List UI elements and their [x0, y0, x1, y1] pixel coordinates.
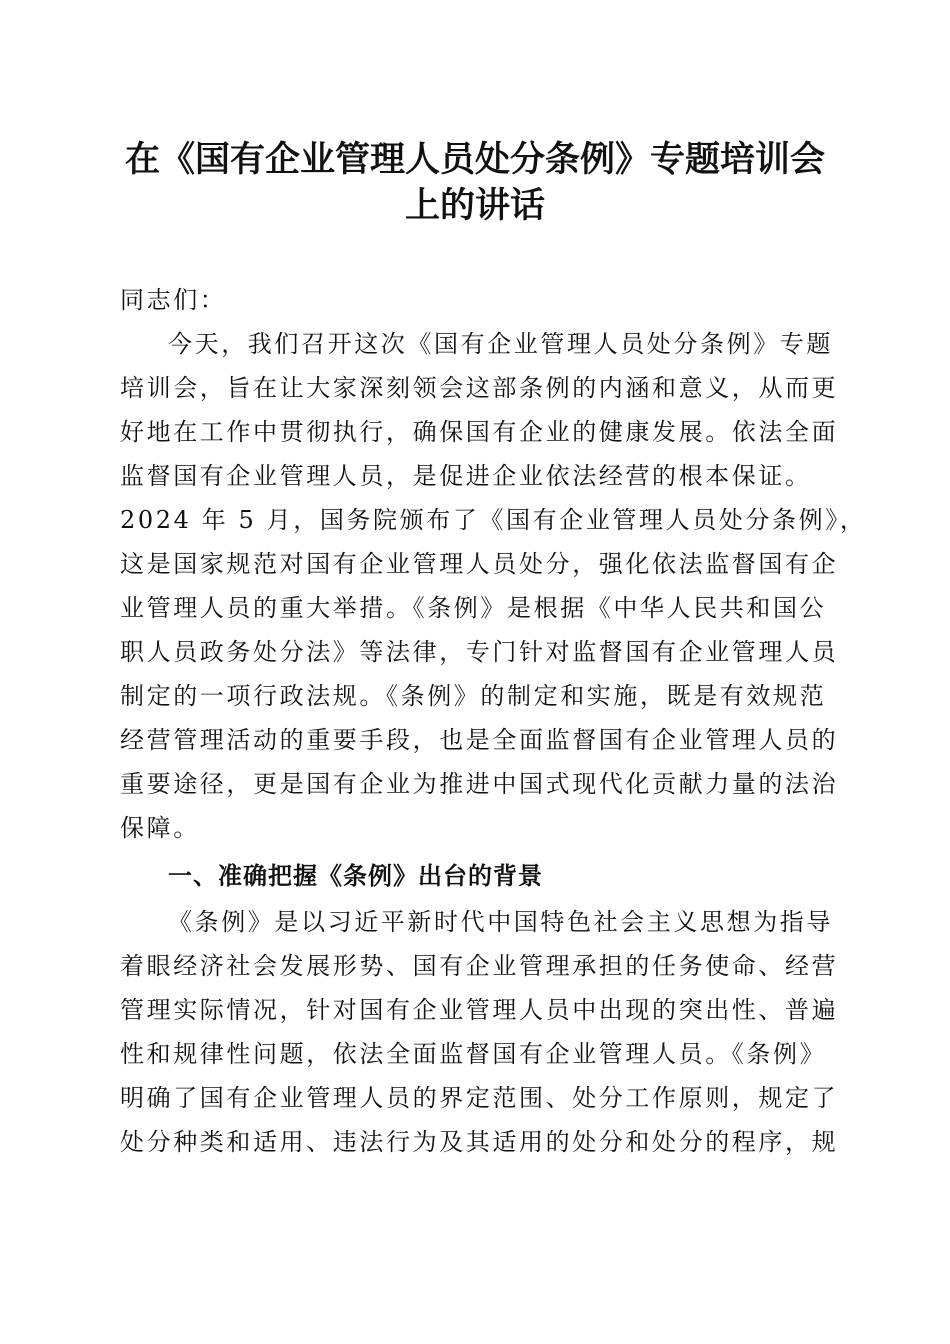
- paragraph-2-line-6: 处分种类和适用、违法行为及其适用的处分和处分的程序，规: [120, 1128, 839, 1156]
- section-1-heading: 一、准确把握《条例》出台的背景: [168, 862, 543, 890]
- paragraph-1-line-12: 保障。: [120, 814, 200, 842]
- salutation: 同志们：: [120, 286, 227, 314]
- paragraph-1-line-4: 监督国有企业管理人员，是促进企业依法经营的根本保证。: [120, 462, 812, 490]
- document-title-line-2: 上的讲话: [404, 185, 545, 226]
- paragraph-1-line-3: 好地在工作中贯彻执行，确保国有企业的健康发展。依法全面: [120, 418, 839, 446]
- paragraph-1-line-7: 业管理人员的重大举措。《条例》是根据《中华人民共和国公: [120, 594, 827, 622]
- paragraph-1-line-5: 2024 年 5 月，国务院颁布了《国有企业管理人员处分条例》，: [120, 506, 867, 534]
- paragraph-2-line-3: 管理实际情况，针对国有企业管理人员中出现的突出性、普遍: [120, 996, 839, 1024]
- paragraph-1-line-10: 经营管理活动的重要手段，也是全面监督国有企业管理人员的: [120, 726, 839, 754]
- paragraph-1-line-8: 职人员政务处分法》等法律，专门针对监督国有企业管理人员: [120, 638, 839, 666]
- paragraph-2-line-2: 着眼经济社会发展形势、国有企业管理承担的任务使命、经营: [120, 952, 839, 980]
- paragraph-1-line-1: 今天，我们召开这次《国有企业管理人员处分条例》专题: [168, 330, 833, 358]
- paragraph-1-line-2: 培训会，旨在让大家深刻领会这部条例的内涵和意义，从而更: [120, 374, 839, 402]
- paragraph-2-line-1: 《条例》是以习近平新时代中国特色社会主义思想为指导: [168, 908, 833, 936]
- paragraph-2-line-4: 性和规律性问题，依法全面监督国有企业管理人员。《条例》: [120, 1040, 827, 1068]
- paragraph-2-line-5: 明确了国有企业管理人员的界定范围、处分工作原则，规定了: [120, 1084, 839, 1112]
- paragraph-1-line-6: 这是国家规范对国有企业管理人员处分，强化依法监督国有企: [120, 550, 839, 578]
- document-title-line-1: 在《国有企业管理人员处分条例》专题培训会: [124, 139, 825, 180]
- paragraph-1-line-9: 制定的一项行政法规。《条例》的制定和实施，既是有效规范: [120, 682, 827, 710]
- paragraph-1-line-11: 重要途径，更是国有企业为推进中国式现代化贡献力量的法治: [120, 770, 839, 798]
